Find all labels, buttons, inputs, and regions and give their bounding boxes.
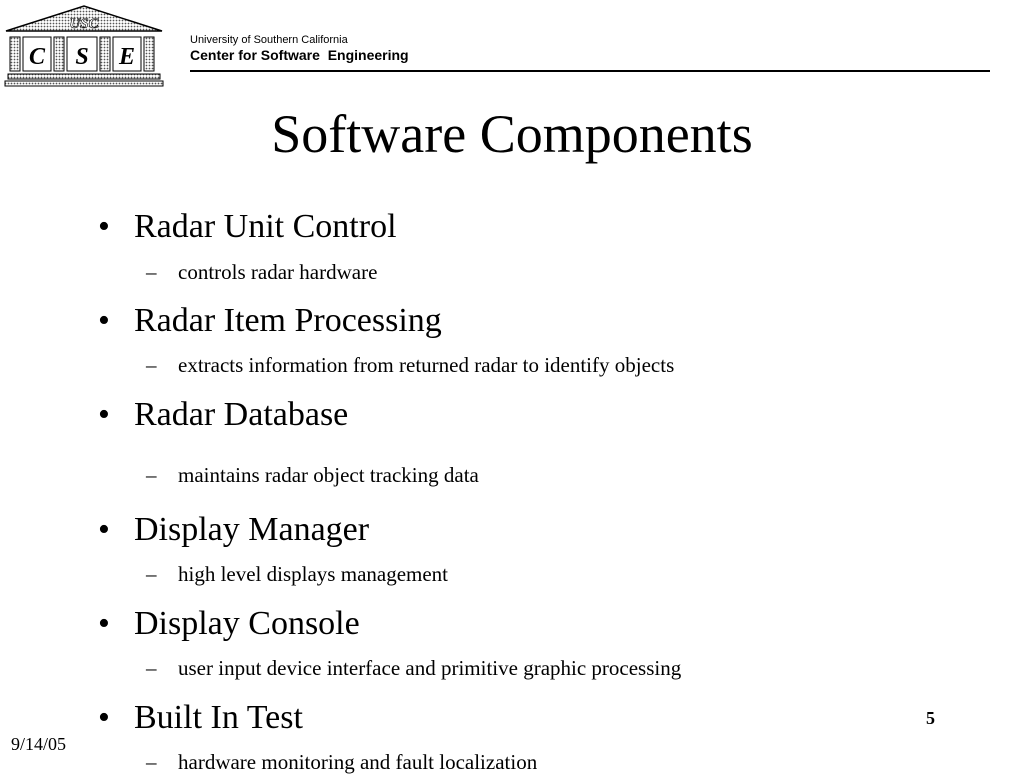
footer-date: 9/14/05 [11, 734, 67, 754]
logo-letter-e: E [118, 44, 136, 70]
slide-title: Software Components [271, 104, 753, 164]
sub-item [146, 462, 479, 488]
sub-item [146, 749, 537, 775]
bullet-label: Built In Test [134, 699, 303, 736]
logo-letter-s: S [75, 44, 89, 70]
bullet-symbol: • [98, 396, 110, 433]
sub-label: maintains radar object tracking data [178, 463, 479, 487]
bullet-item [98, 301, 442, 341]
bullet-symbol: • [98, 302, 110, 339]
bullet-item [98, 604, 360, 644]
bullet-label: Display Manager [134, 511, 370, 548]
bullet-symbol: • [98, 605, 110, 642]
sub-item [146, 655, 681, 681]
sub-label: extracts information from returned radar to identify objects [178, 353, 675, 377]
bullet-symbol: • [98, 699, 110, 736]
bullet-item [98, 698, 303, 738]
bullet-label: Radar Database [134, 396, 349, 433]
dash-symbol: – [146, 656, 157, 680]
sub-label: hardware monitoring and fault localization [178, 750, 538, 774]
logo-letter-c: C [28, 44, 46, 70]
bullet-item [98, 395, 348, 435]
bullet-label: Radar Unit Control [134, 208, 397, 245]
center-name: Center for Software Engineering [190, 47, 409, 63]
bullet-item [98, 207, 397, 247]
sub-label: user input device interface and primitive graphic processing [178, 656, 682, 680]
sub-item [146, 352, 674, 378]
page-number: 5 [926, 708, 935, 728]
logo-usc-text: USC [69, 16, 99, 32]
dash-symbol: – [146, 260, 157, 284]
sub-item [146, 561, 448, 587]
dash-symbol: – [146, 750, 157, 774]
bullet-symbol: • [98, 511, 110, 548]
dash-symbol: – [146, 463, 157, 487]
dash-symbol: – [146, 353, 157, 377]
bullet-label: Radar Item Processing [134, 302, 442, 339]
dash-symbol: – [146, 562, 157, 586]
sub-label: controls radar hardware [178, 260, 378, 284]
bullet-item [98, 510, 369, 550]
university-name: University of Southern California [190, 34, 348, 46]
bullet-symbol: • [98, 208, 110, 245]
bullet-label: Display Console [134, 605, 360, 642]
sub-item [146, 259, 377, 285]
sub-label: high level displays management [178, 562, 449, 586]
